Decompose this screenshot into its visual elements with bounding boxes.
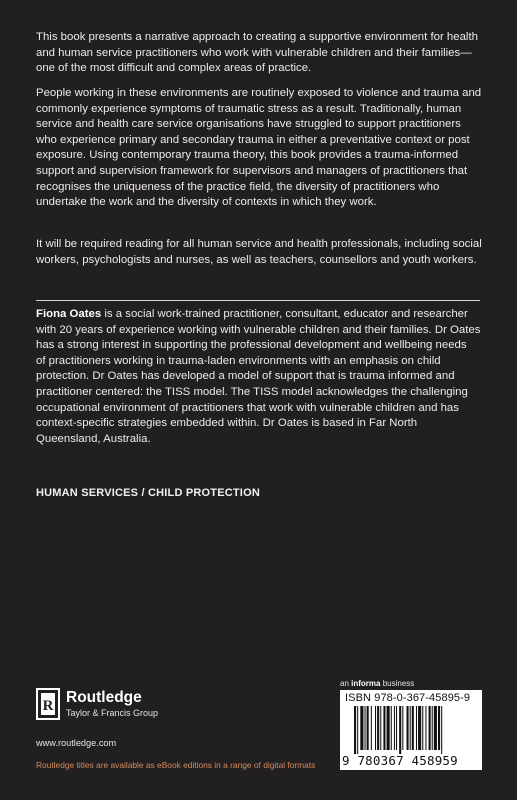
barcode-bar bbox=[418, 706, 421, 750]
barcode-bar bbox=[432, 706, 433, 750]
description-paragraph-2: People working in these environments are routinely exposed to violence and trauma and commonly experience symptoms of traumatic stress as a result. Traditionally, human service and health care service organisations have struggled to support practitioners who experience primary and secondary trauma in either a preventative context or post exposure. Using contemporary trauma theory, this book provides a trauma-informed support and supervision framework for supervisors and managers of practitioners that recognises the uniqueness of the practice field, the diversity of practitioners who undertake the work and the diversity of contexts in which they work. bbox=[36, 87, 482, 209]
barcode-bar bbox=[367, 706, 369, 750]
barcode-bar bbox=[425, 706, 426, 750]
isbn-number: ISBN 978-0-367-45895-9 bbox=[345, 692, 471, 704]
author-name: Fiona Oates bbox=[36, 308, 102, 320]
barcode-bar bbox=[365, 706, 366, 750]
barcode-bar bbox=[394, 706, 395, 750]
barcode-digits: 9 780367 458959 bbox=[342, 753, 458, 768]
barcode-bar bbox=[371, 706, 372, 750]
barcode-bar bbox=[380, 706, 381, 750]
barcode-bar bbox=[438, 706, 440, 750]
author-bio-text-1: is a social work-trained practitioner, consultant, educator and researcher with 20 years of experience working with vulnerable children and their families. Dr Oates has a strong interest in supporting the professional development and wellbeing needs bbox=[36, 308, 481, 352]
barcode-bar bbox=[434, 706, 437, 750]
barcode-bar bbox=[357, 706, 358, 754]
barcode-bar bbox=[387, 706, 390, 750]
logo-letter: R bbox=[42, 698, 54, 714]
barcode-bar bbox=[354, 706, 356, 754]
publisher-url: www.routledge.com bbox=[36, 738, 117, 748]
barcode-bar bbox=[402, 706, 403, 750]
informa-business-label bbox=[340, 679, 414, 688]
informa-prefix: an bbox=[340, 679, 352, 688]
barcode-bar bbox=[407, 706, 409, 750]
barcode-bar bbox=[377, 706, 379, 750]
barcode-bar bbox=[441, 706, 442, 754]
barcode-bar bbox=[383, 706, 385, 750]
publisher-group: Taylor & Francis Group bbox=[66, 708, 159, 718]
description-paragraph-3: It will be required reading for all human service and health professionals, including social workers, psychologists and nurses, as well as teachers, counsellors and youth workers. bbox=[36, 238, 482, 266]
barcode-bar bbox=[391, 706, 392, 750]
barcode-bars-icon bbox=[354, 706, 472, 754]
author-bio bbox=[36, 307, 482, 447]
publisher-name: Routledge bbox=[66, 689, 142, 706]
barcode-bar bbox=[360, 706, 363, 750]
barcode-bar bbox=[422, 706, 423, 750]
isbn-barcode bbox=[340, 690, 482, 770]
barcode-bar bbox=[429, 706, 431, 750]
section-divider bbox=[36, 300, 480, 301]
barcode-bar bbox=[375, 706, 376, 750]
barcode-bar bbox=[396, 706, 397, 750]
barcode-bar bbox=[416, 706, 417, 750]
author-bio-text-2: of practitioners working in trauma-laden environments with an emphasis on child protection. Dr Oates has developed a model of support that is trauma informed and practitioner centered: the TISS model. The TISS model acknowledges the challenging occupational environment of practitioners that work with vulnerable children and has context-specific strategies embedded within. Dr Oates is based in Far North Queensland, Australia. bbox=[36, 354, 468, 445]
barcode-bar bbox=[410, 706, 411, 750]
routledge-logo-icon bbox=[36, 688, 60, 720]
publisher-logo bbox=[36, 686, 236, 736]
informa-suffix: business bbox=[380, 679, 415, 688]
informa-brand: informa bbox=[351, 679, 381, 688]
subject-category: HUMAN SERVICES / CHILD PROTECTION bbox=[36, 487, 260, 499]
description-paragraph-1: This book presents a narrative approach to creating a supportive environment for health and human service practitioners who work with vulnerable children and their families—one of the most difficult and complex areas of practice. bbox=[36, 31, 478, 75]
barcode-bar bbox=[412, 706, 414, 750]
barcode-bar bbox=[399, 706, 401, 754]
ebook-note: Routledge titles are available as eBook editions in a range of digital formats bbox=[36, 760, 316, 770]
